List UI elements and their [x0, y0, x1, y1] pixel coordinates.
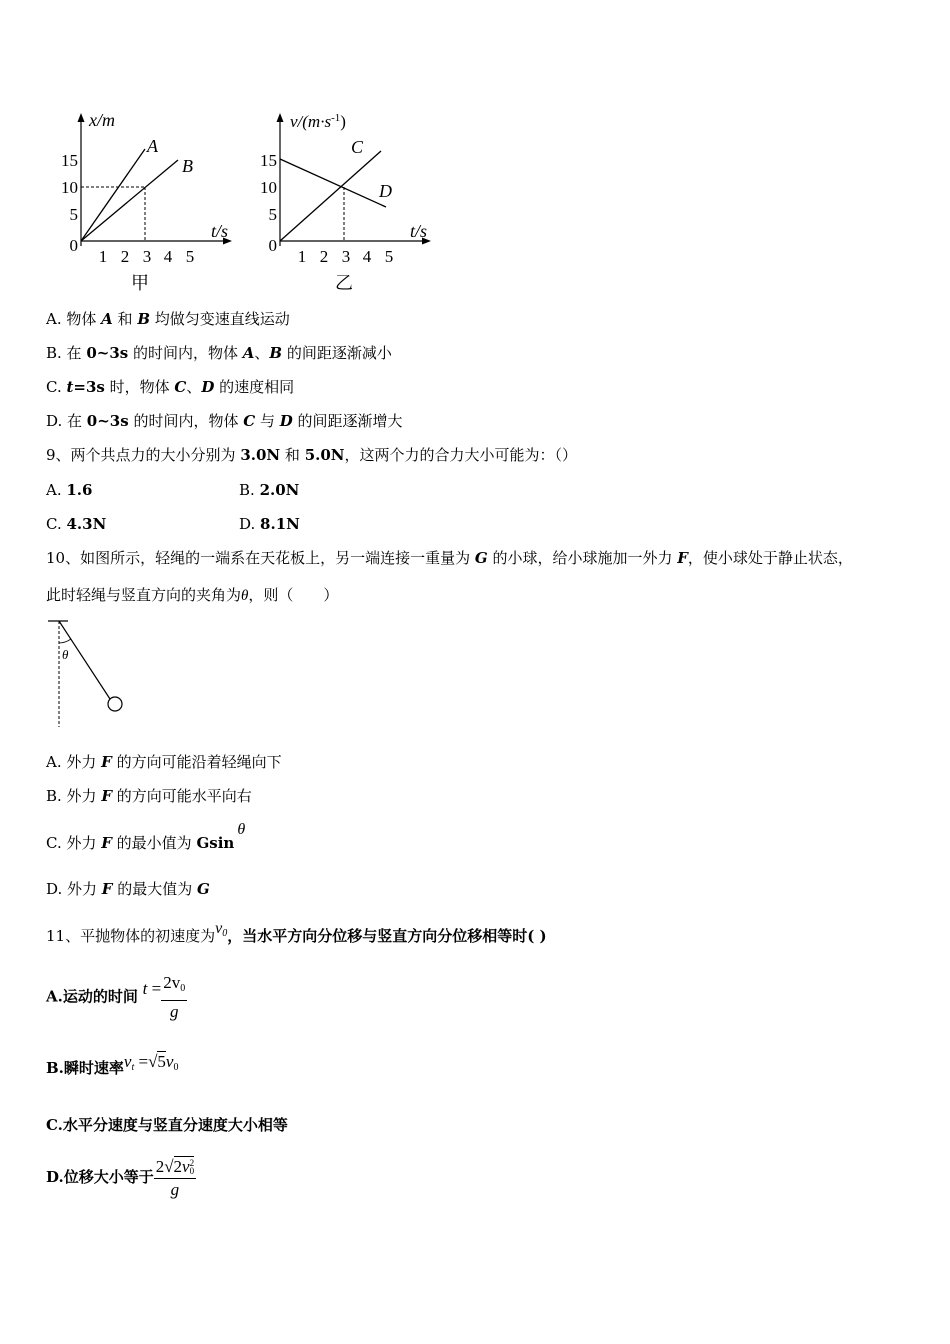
fraction [161, 972, 187, 1023]
y-tick: 15 [61, 151, 78, 170]
fraction: 2√2v 2 0 g [155, 1156, 195, 1199]
text: C. [46, 378, 67, 396]
option-label: D.位移大小等于 [46, 1168, 154, 1186]
text: 的时间内，物体 [128, 344, 243, 362]
q11-option-c: C.水平分速度与竖直分速度大小相等 [46, 1116, 288, 1134]
var: C [174, 378, 187, 396]
line-c-label: C [351, 137, 364, 157]
var: A [101, 310, 113, 328]
option-label: C. [46, 515, 67, 533]
var: B [137, 310, 151, 328]
v0-symbol [215, 920, 227, 937]
graph-caption: 甲 [131, 273, 149, 293]
superscript: 2 [189, 1157, 195, 1168]
theta-symbol: θ [237, 821, 246, 838]
text: 的小球，给小球施加一外力 [487, 549, 678, 567]
text: 的方向可能水平向右 [111, 787, 252, 805]
var: F [101, 880, 113, 898]
option-label: A. [46, 481, 67, 499]
y-tick: 10 [260, 178, 277, 197]
text: 、 [254, 344, 270, 362]
text: B. 外力 [46, 787, 102, 805]
q10-option-b [46, 786, 252, 806]
var: G [197, 880, 210, 898]
text: 10、如图所示，轻绳的一端系在天花板上，另一端连接一重量为 [46, 549, 475, 567]
text: 和 [280, 446, 305, 464]
text: 均做匀变速直线运动 [150, 310, 290, 328]
text: 11、平抛物体的初速度为 [46, 927, 216, 945]
var: F [101, 787, 112, 805]
q9-option-d [239, 514, 300, 534]
x-axis-label: t/s [211, 221, 229, 241]
option-value: 8.1N [260, 515, 300, 533]
text: A. 外力 [46, 753, 102, 771]
formula: $v_t =√5v_0$ [123, 1052, 179, 1073]
subscript: t [131, 1062, 135, 1073]
var: F [101, 753, 112, 771]
ball [108, 697, 122, 711]
text: C. 外力 [46, 834, 102, 852]
var: F [677, 549, 688, 567]
radicand: 5 [157, 1052, 166, 1071]
y-tick: 10 [61, 178, 78, 197]
var: v [215, 920, 223, 937]
option-value: 4.3N [66, 515, 107, 533]
text: 的最小值为 [111, 834, 197, 852]
text: 、 [186, 378, 202, 396]
q11-stem [46, 920, 547, 952]
x-tick: 3 [341, 247, 351, 266]
formula [143, 979, 162, 998]
y-tick: 5 [69, 205, 78, 224]
var: G [474, 549, 488, 567]
var: D [201, 378, 215, 396]
pendulum-figure [44, 615, 134, 730]
q8-option-a [46, 309, 290, 329]
var: t [66, 378, 74, 396]
x-tick: 5 [384, 247, 394, 266]
var: v [123, 1052, 132, 1071]
text: B. 在 [46, 344, 87, 362]
text: 的时间内，物体 [128, 412, 244, 430]
q8-option-d [46, 411, 403, 431]
option-value: 1.6 [66, 481, 93, 499]
text: A. 物体 [46, 310, 102, 328]
q10-option-a [46, 752, 282, 772]
q9-stem [46, 445, 577, 465]
text: D. 外力 [46, 880, 102, 898]
value: 5.0N [304, 446, 345, 464]
y-tick: 15 [260, 151, 277, 170]
text: ，当水平方向分位移与竖直方向分位移相等时( ) [227, 927, 547, 945]
x-tick: 2 [319, 247, 329, 266]
var: D [279, 412, 293, 430]
var: A [242, 344, 255, 362]
text: 的速度相同 [214, 378, 295, 396]
equals: = [138, 1052, 149, 1071]
line-b-label: B [182, 156, 193, 176]
q10-option-d [46, 879, 210, 899]
denominator: g [170, 1179, 180, 1199]
text: 的方向可能沿着轻绳向下 [111, 753, 282, 771]
text: 与 [255, 412, 280, 430]
q10-option-c [46, 821, 246, 854]
x-axis-label: t/s [410, 221, 428, 241]
x-tick: 5 [185, 247, 195, 266]
x-tick: 4 [163, 247, 173, 266]
y-axis-label: x/m [89, 110, 115, 130]
coefficient: 2 [155, 1156, 165, 1176]
x-tick: 1 [297, 247, 307, 266]
text: 和 [112, 310, 138, 328]
y-axis-label: $v/(m\cdot s^{-1})$ [290, 112, 346, 131]
option-label: A.运动的时间 [46, 987, 138, 1006]
value: 3.0N [240, 446, 281, 464]
subscript: 0 [222, 928, 228, 939]
q11-option-a [46, 972, 187, 1023]
text: D. 在 [46, 412, 87, 430]
q11-option-b [46, 1052, 179, 1084]
numerator: 2v [163, 973, 181, 992]
option-label: D. [239, 515, 261, 533]
x-tick: 2 [120, 247, 130, 266]
line-d-label: D [379, 181, 392, 201]
x-tick: 1 [98, 247, 108, 266]
denominator: g [169, 1002, 179, 1021]
text: 的最大值为 [112, 880, 197, 898]
line-c [280, 151, 381, 241]
option-value: 2.0N [259, 481, 300, 499]
x-tick: 3 [142, 247, 152, 266]
value: Gsin [196, 834, 235, 852]
q9-option-c [46, 514, 106, 534]
text: 时，物体 [104, 378, 175, 396]
text: 9、两个共点力的大小分别为 [46, 446, 241, 464]
theta-symbol: θ [241, 588, 249, 604]
q11-option-d [46, 1150, 196, 1204]
text: ，则（ ） [248, 586, 339, 604]
q8-option-c [46, 377, 294, 397]
graph-yi [255, 105, 445, 300]
var: C [243, 412, 256, 430]
option-label: B. [239, 481, 260, 499]
value: 0~3s [86, 344, 129, 362]
q9-option-a [46, 480, 92, 500]
q10-stem-line1 [46, 548, 853, 568]
equals: = [151, 978, 162, 998]
line-d [280, 159, 386, 207]
var: F [101, 834, 112, 852]
text: ，这两个力的合力大小可能为：（） [344, 446, 578, 464]
text: ，使小球处于静止状态， [687, 549, 853, 567]
radicand: 2 [173, 1156, 183, 1176]
y-tick: 0 [268, 236, 277, 255]
var: v [182, 1156, 190, 1176]
text: 此时轻绳与竖直方向的夹角为 [46, 586, 242, 604]
q8-option-b [46, 343, 392, 363]
text: 的间距逐渐减小 [282, 344, 392, 362]
q10-stem-line2 [46, 585, 338, 606]
graph-caption: 乙 [335, 273, 353, 293]
x-tick: 4 [362, 247, 372, 266]
value: 0~3s [86, 412, 129, 430]
subscript: 0 [173, 1062, 179, 1073]
var: t [142, 978, 148, 998]
graph-jia [56, 105, 246, 300]
subscript: 0 [189, 1165, 195, 1176]
var: B [269, 344, 283, 362]
var: v [165, 1052, 174, 1071]
line-a-label: A [147, 136, 158, 156]
y-tick: 0 [69, 236, 78, 255]
subscript: 0 [180, 983, 186, 994]
value: =3s [73, 378, 105, 396]
theta-label: θ [62, 647, 69, 662]
option-label: B.瞬时速率 [46, 1059, 124, 1077]
q9-option-b [239, 480, 299, 500]
text: 的间距逐渐增大 [292, 412, 403, 430]
y-tick: 5 [268, 205, 277, 224]
